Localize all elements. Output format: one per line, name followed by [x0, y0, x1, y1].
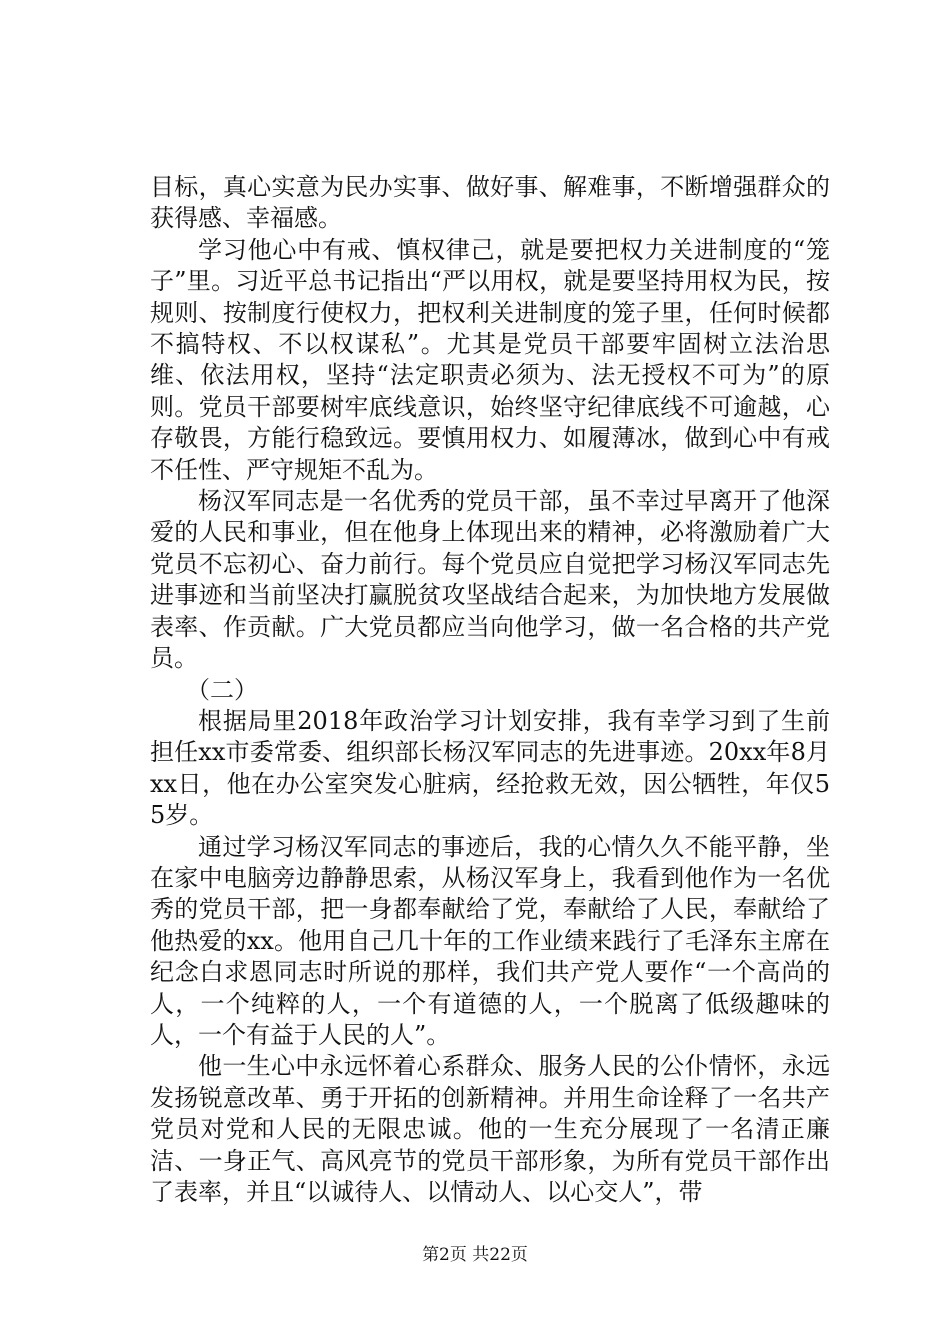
- paragraph-excellent-cadre: 杨汉军同志是一名优秀的党员干部，虽不幸过早离开了他深爱的人民和事业，但在他身上体现出来的精神，必将激励着广大党员不忘初心、奋力前行。每个党员应自觉把学习杨汉军同志先进事迹和当前坚决打赢脱贫攻坚战结合起来，为加快地方发展做表率、作贡献。广大党员都应当向他学习，做一名合格的共产党员。: [150, 487, 830, 673]
- section-heading-two: （二）: [186, 675, 258, 704]
- document-body: [150, 172, 830, 1208]
- paragraph-power-restraint: 学习他心中有戒、慎权律己，就是要把权力关进制度的“笼子”里。习近平总书记指出“严以用权，就是要坚持用权为民，按规则、按制度行使权力，把权利关进制度的笼子里，任何时候都不搞特权、不以权谋私”。尤其是党员干部要牢固树立法治思维、依法用权，坚持“法定职责必须为、法无授权不可为”的原则。党员干部要树牢底线意识，始终坚守纪律底线不可逾越，心存敬畏，方能行稳致远。要慎用权力、如履薄冰，做到心中有戒不任性、严守规矩不乱为。: [150, 235, 830, 484]
- paragraph-study-plan: 根据局里2018年政治学习计划安排，我有幸学习到了生前担任xx市委常委、组织部长杨汉军同志的先进事迹。20xx年8月xx日，他在办公室突发心脏病，经抢救无效，因公牺牲，年仅55岁。: [150, 706, 830, 830]
- page-footer: 第2页 共22页: [422, 1245, 528, 1265]
- paragraph-public-servant: 他一生心中永远怀着心系群众、服务人民的公仆情怀，永远发扬锐意改革、勇于开拓的创新精神。并用生命诠释了一名共产党员对党和人民的无限忠诚。他的一生充分展现了一名清正廉洁、一身正气、高风亮节的党员干部形象，为所有党员干部作出了表率，并且“以诚待人、以情动人、以心交人”，带: [150, 1052, 830, 1206]
- paragraph-reflection: 通过学习杨汉军同志的事迹后，我的心情久久不能平静，坐在家中电脑旁边静静思索，从杨汉军身上，我看到他作为一名优秀的党员干部，把一身都奉献给了党，奉献给了人民，奉献给了他热爱的xx。他用自己几十年的工作业绩来践行了毛泽东主席在纪念白求恩同志时所说的那样，我们共产党人要作“一个高尚的人，一个纯粹的人，一个有道德的人，一个脱离了低级趣味的人，一个有益于人民的人”。: [150, 832, 830, 1049]
- paragraph-continued: 目标，真心实意为民办实事、做好事、解难事，不断增强群众的获得感、幸福感。: [150, 173, 830, 233]
